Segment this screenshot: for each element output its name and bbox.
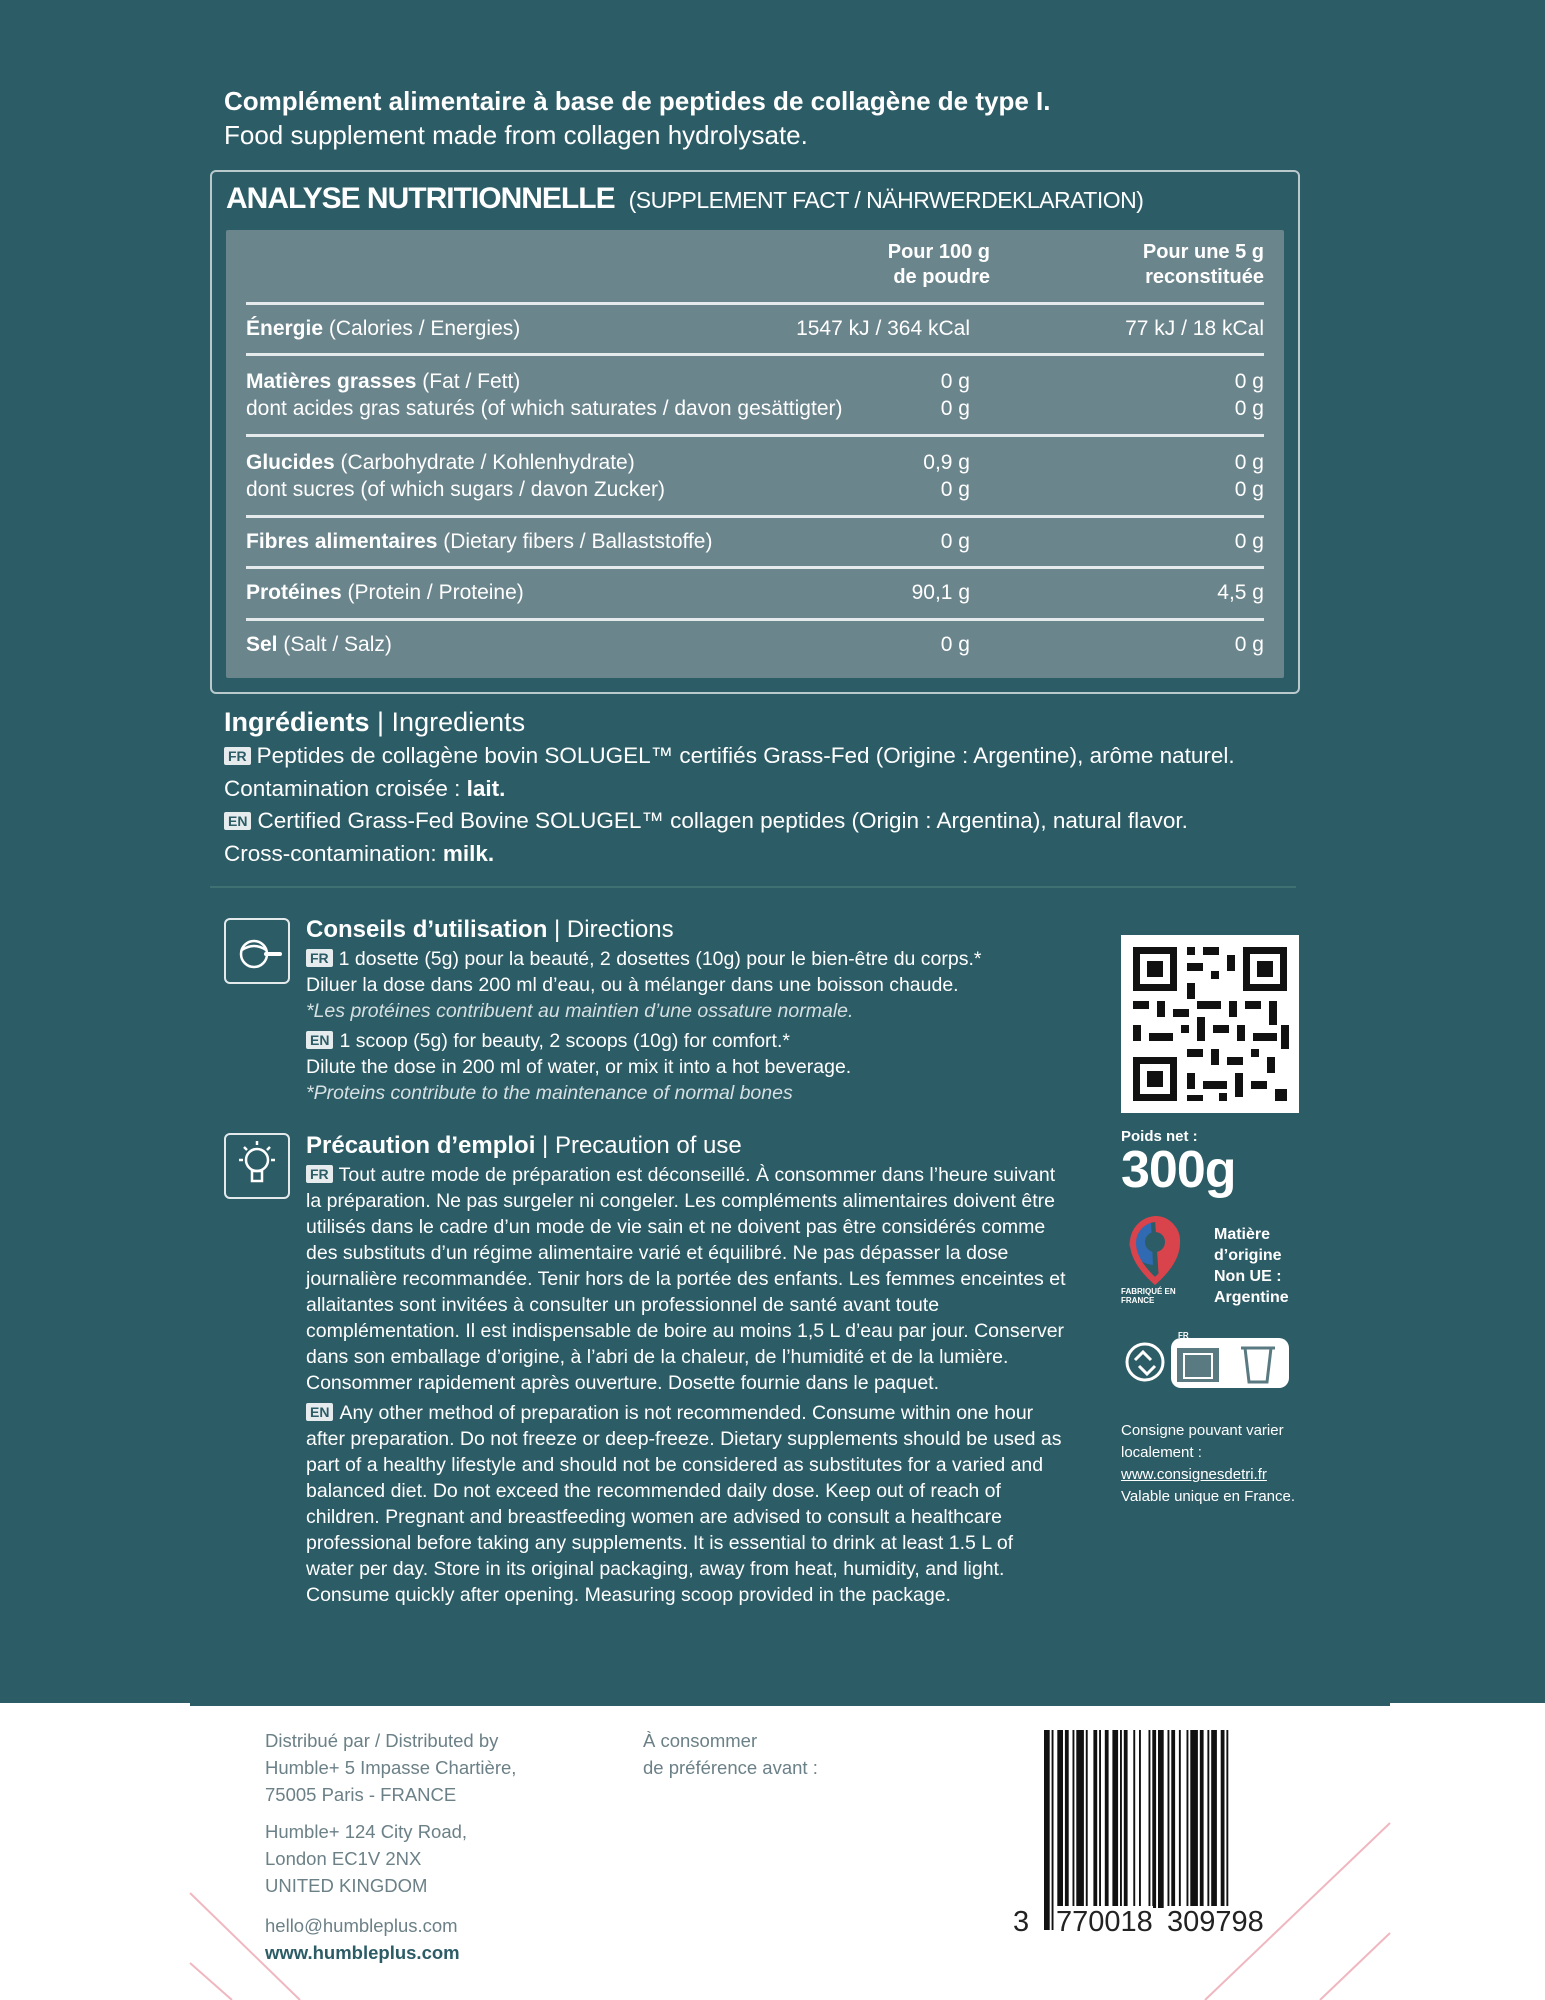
barcode-bar (1052, 1730, 1054, 1930)
lang-tag-en: EN (306, 1031, 333, 1049)
directions-fr-line2: Diluer la dose dans 200 ml d’eau, ou à mélanger dans une boisson chaude. (306, 974, 959, 996)
ingredients-heading-en: | Ingredients (369, 707, 526, 737)
distributor-line3: 75005 Paris - FRANCE (265, 1784, 457, 1805)
ingredients-en (224, 805, 1344, 838)
row-value-100g: 0 g (940, 370, 970, 393)
precaution-en-text: Any other method of preparation is not recommended. Consume within one hour after preparation. Do not freeze or deep-freeze. Dietary supplements should be used as part of a healthy lifestyle and should not be considered as substitutes for a varied and balanced diet. Do not exceed the recommended daily dose. Keep out of reach of children. Pregnant and breastfeeding women are advised to consult a healthcare professional before taking any supplements. It is essential to drink at least 1.5 L of water per day. Store in its original packaging, away from heat, humidity, and light. Consume quickly after opening. Measuring scoop provided in the package. (306, 1402, 1062, 1606)
barcode-bar (1226, 1730, 1228, 1930)
directions-en-line2: Dilute the dose in 200 ml of water, or mix it into a hot beverage. (306, 1056, 852, 1078)
qr-code (1121, 935, 1299, 1113)
barcode-bar (1158, 1730, 1164, 1908)
row-value-5g: 4,5 g (1217, 581, 1264, 604)
column-header-5g-line1: Pour une 5 g (1142, 241, 1264, 263)
barcode-bar (1221, 1730, 1225, 1908)
website-link[interactable]: www.humbleplus.com (265, 1942, 460, 1963)
barcode-digits-right: 309798 (1167, 1906, 1264, 1938)
intro (224, 84, 1324, 152)
column-header-5g (1143, 240, 1264, 290)
column-header-100g (888, 240, 990, 290)
directions-section (306, 914, 1066, 1106)
barcode-bar (1099, 1730, 1101, 1908)
barcode-digits-left: 770018 (1056, 1906, 1153, 1938)
nutrition-title (226, 182, 1143, 216)
made-in-france-text: FABRIQUÉ EN FRANCE (1121, 1287, 1176, 1305)
table-row (246, 566, 1264, 617)
row-label-bold: Fibres alimentaires (246, 530, 438, 553)
table-row (246, 434, 1264, 515)
best-before-line1: À consommer (643, 1730, 758, 1751)
directions-fr-text1: 1 dosette (5g) pour la beauté, 2 dosettes (10g) pour le bien-être du corps.* (338, 948, 982, 970)
precaution-fr (306, 1162, 1066, 1396)
row-label: (Carbohydrate / Kohlenhydrate) (334, 451, 635, 474)
barcode-bar (1171, 1730, 1175, 1908)
precaution-en (306, 1400, 1066, 1608)
row-label: (Protein / Proteine) (341, 581, 524, 604)
row-value-100g: 0 g (940, 530, 970, 553)
row-label-bold: Glucides (246, 451, 335, 474)
cross-value: milk. (442, 840, 495, 866)
directions-heading-en: | Directions (547, 916, 674, 943)
origin-line3: Non UE : (1214, 1268, 1282, 1285)
barcode-bar (1086, 1730, 1088, 1908)
precaution-section (306, 1130, 1066, 1608)
row-label-bold: Protéines (246, 581, 342, 604)
row-value-5g: 77 kJ / 18 kCal (1125, 317, 1264, 340)
triman-recycling-icon (1121, 1330, 1297, 1394)
directions-heading (306, 914, 1066, 946)
section-divider (210, 886, 1296, 888)
barcode-bar (1120, 1730, 1122, 1908)
lightbulb-icon (224, 1133, 290, 1199)
barcode-bar (1112, 1730, 1118, 1908)
net-weight-value: 300g (1121, 1141, 1236, 1199)
distributor-line1: Distribué par / Distributed by (265, 1730, 499, 1751)
row-label: (Calories / Energies) (323, 317, 521, 340)
consigne-line2: localement : (1121, 1444, 1202, 1461)
precaution-fr-text: Tout autre mode de préparation est déconseillé. À consommer dans l’heure suivant la préparation. Ne pas surgeler ni congeler. Les compléments alimentaires doivent être utilisés dans le cadre d’un mode de vie sain et ne doivent pas être considérés comme des substituts d’un régime alimentaire varié et équilibré. Ne pas dépasser la dose journalière recommandée. Tenir hors de la portée des enfants. Les femmes enceintes et allaitantes sont invitées à consulter un professionnel de santé avant toute complémentation. Il est indispensable de boire au moins 1,5 L d’eau par jour. Conserver dans son emballage d’origine, à l’abri de la chaleur, de l’humidité et de la lumière. Consommer rapidement après ouverture. Dosette fournie dans le paquet. (306, 1164, 1066, 1394)
barcode-bar (1200, 1730, 1204, 1908)
directions-fr-note: *Les protéines contribuent au maintien d’une ossature normale. (306, 1000, 854, 1022)
origin-info (1214, 1224, 1289, 1308)
cross-contamination-fr (224, 773, 1344, 806)
barcode-bar (1124, 1730, 1128, 1908)
precaution-heading (306, 1130, 1066, 1162)
row-subvalue-5g: 0 g (1234, 478, 1264, 501)
barcode-bar (1168, 1730, 1170, 1908)
net-weight-label: Poids net : (1121, 1128, 1198, 1145)
row-label: (Dietary fibers / Ballaststoffe) (437, 530, 713, 553)
consigne-line3: Valable unique en France. (1121, 1488, 1296, 1505)
directions-en-text1: 1 scoop (5g) for beauty, 2 scoops (10g) for comfort.* (339, 1030, 790, 1052)
origin-line4: Argentine (1214, 1289, 1289, 1306)
nutrition-title-main: ANALYSE NUTRITIONNELLE (226, 182, 615, 215)
ingredients-fr-text: Peptides de collagène bovin SOLUGEL™ certifiés Grass-Fed (Origine : Argentine), arôme naturel. (256, 743, 1235, 768)
directions-en-note: *Proteins contribute to the maintenance of normal bones (306, 1082, 793, 1104)
directions-fr-line1 (306, 946, 1066, 972)
precaution-heading-fr: Précaution d’emploi (306, 1132, 536, 1159)
barcode-digit-first: 3 (1013, 1906, 1030, 1938)
barcode-bar (1057, 1730, 1063, 1908)
uk-address-line3: UNITED KINGDOM (265, 1875, 428, 1896)
scoop-icon (224, 918, 290, 984)
row-value-5g: 0 g (1234, 451, 1264, 474)
row-label: (Fat / Fett) (416, 370, 521, 393)
ingredients-heading-fr: Ingrédients (224, 707, 370, 737)
barcode-bar (1139, 1730, 1141, 1930)
barcode-bar (1093, 1730, 1097, 1908)
consigne-line1: Consigne pouvant varier (1121, 1422, 1284, 1439)
barcode-bar (1073, 1730, 1075, 1908)
table-row (246, 353, 1264, 434)
cross-label: Cross-contamination: (224, 840, 443, 866)
barcode-bar (1211, 1730, 1217, 1908)
table-row (246, 302, 1264, 353)
directions-en-line1 (306, 1028, 1066, 1054)
row-sublabel: dont sucres (of which sugars / davon Zucker) (246, 478, 666, 501)
ingredients-fr (224, 740, 1344, 773)
barcode-bar (1190, 1730, 1198, 1908)
row-value-100g: 1547 kJ / 364 kCal (796, 317, 970, 340)
barcode-bar (1076, 1730, 1084, 1908)
distributor-uk (265, 1818, 467, 1899)
column-header-100g-line2: de poudre (893, 266, 990, 288)
row-label-bold: Sel (246, 633, 278, 656)
intro-fr: Complément alimentaire à base de peptides de collagène de type I. (224, 86, 1051, 116)
row-value-100g: 90,1 g (911, 581, 970, 604)
row-value-5g: 0 g (1234, 633, 1264, 656)
sorting-instructions (1121, 1420, 1295, 1508)
footer-border (190, 1703, 1390, 1706)
uk-address-line1: Humble+ 124 City Road, (265, 1821, 468, 1842)
column-header-5g-line2: reconstituée (1145, 266, 1264, 288)
nutrition-table (226, 230, 1284, 678)
barcode-bar (1179, 1730, 1181, 1908)
intro-en: Food supplement made from collagen hydrolysate. (224, 120, 808, 150)
lang-tag-fr: FR (224, 747, 251, 765)
barcode-bar (1207, 1730, 1209, 1908)
distributor-line2: Humble+ 5 Impasse Chartière, (265, 1757, 517, 1778)
contact (265, 1912, 460, 1966)
ingredients-en-text: Certified Grass-Fed Bovine SOLUGEL™ collagen peptides (Origin : Argentina), natural flavor. (257, 808, 1188, 833)
lang-tag-en: EN (224, 812, 251, 830)
barcode-bar (1152, 1730, 1156, 1908)
best-before (643, 1727, 818, 1781)
directions-heading-fr: Conseils d’utilisation (306, 916, 548, 943)
row-value-5g: 0 g (1234, 530, 1264, 553)
origin-line2: d’origine (1214, 1247, 1282, 1264)
lang-tag-fr: FR (306, 1165, 333, 1183)
row-subvalue-5g: 0 g (1234, 397, 1264, 420)
row-label: (Salt / Salz) (277, 633, 392, 656)
nutrition-box (210, 170, 1300, 694)
row-label-bold: Énergie (246, 317, 324, 340)
row-value-100g: 0 g (940, 633, 970, 656)
barcode-bar (1044, 1730, 1050, 1930)
distributor-fr (265, 1727, 516, 1808)
lang-tag-fr: FR (306, 949, 333, 967)
barcode-bar (1133, 1730, 1135, 1908)
row-label-bold: Matières grasses (246, 370, 417, 393)
row-subvalue-100g: 0 g (940, 478, 970, 501)
triman-tag: FR (1178, 1331, 1189, 1340)
lang-tag-en: EN (306, 1403, 333, 1421)
row-value-5g: 0 g (1234, 370, 1264, 393)
barcode-bar (1149, 1730, 1151, 1930)
barcode-bar (1065, 1730, 1069, 1908)
cross-contamination-en (224, 838, 1344, 871)
row-sublabel: dont acides gras saturés (of which saturates / davon gesättigter) (246, 397, 843, 420)
table-row (246, 618, 1264, 669)
barcode-bar (1105, 1730, 1109, 1908)
row-value-100g: 0,9 g (923, 451, 970, 474)
best-before-line2: de préférence avant : (643, 1757, 818, 1778)
column-header-100g-line1: Pour 100 g (887, 241, 990, 263)
origin-line1: Matière (1214, 1226, 1271, 1243)
email-link[interactable]: hello@humbleplus.com (265, 1915, 458, 1936)
barcode-bar (1187, 1730, 1189, 1908)
cross-value: lait. (466, 775, 506, 801)
table-row (246, 515, 1264, 566)
consigne-link[interactable]: www.consignesdetri.fr (1121, 1466, 1267, 1483)
uk-address-line2: London EC1V 2NX (265, 1848, 422, 1869)
ingredients-heading (224, 704, 1344, 740)
nutrition-title-sub: (SUPPLEMENT FACT / NÄHRWERDEKLARATION) (628, 187, 1144, 213)
ingredients-section (224, 704, 1344, 870)
row-subvalue-100g: 0 g (940, 397, 970, 420)
cross-label: Contamination croisée : (224, 775, 467, 801)
precaution-heading-en: | Precaution of use (535, 1132, 742, 1159)
